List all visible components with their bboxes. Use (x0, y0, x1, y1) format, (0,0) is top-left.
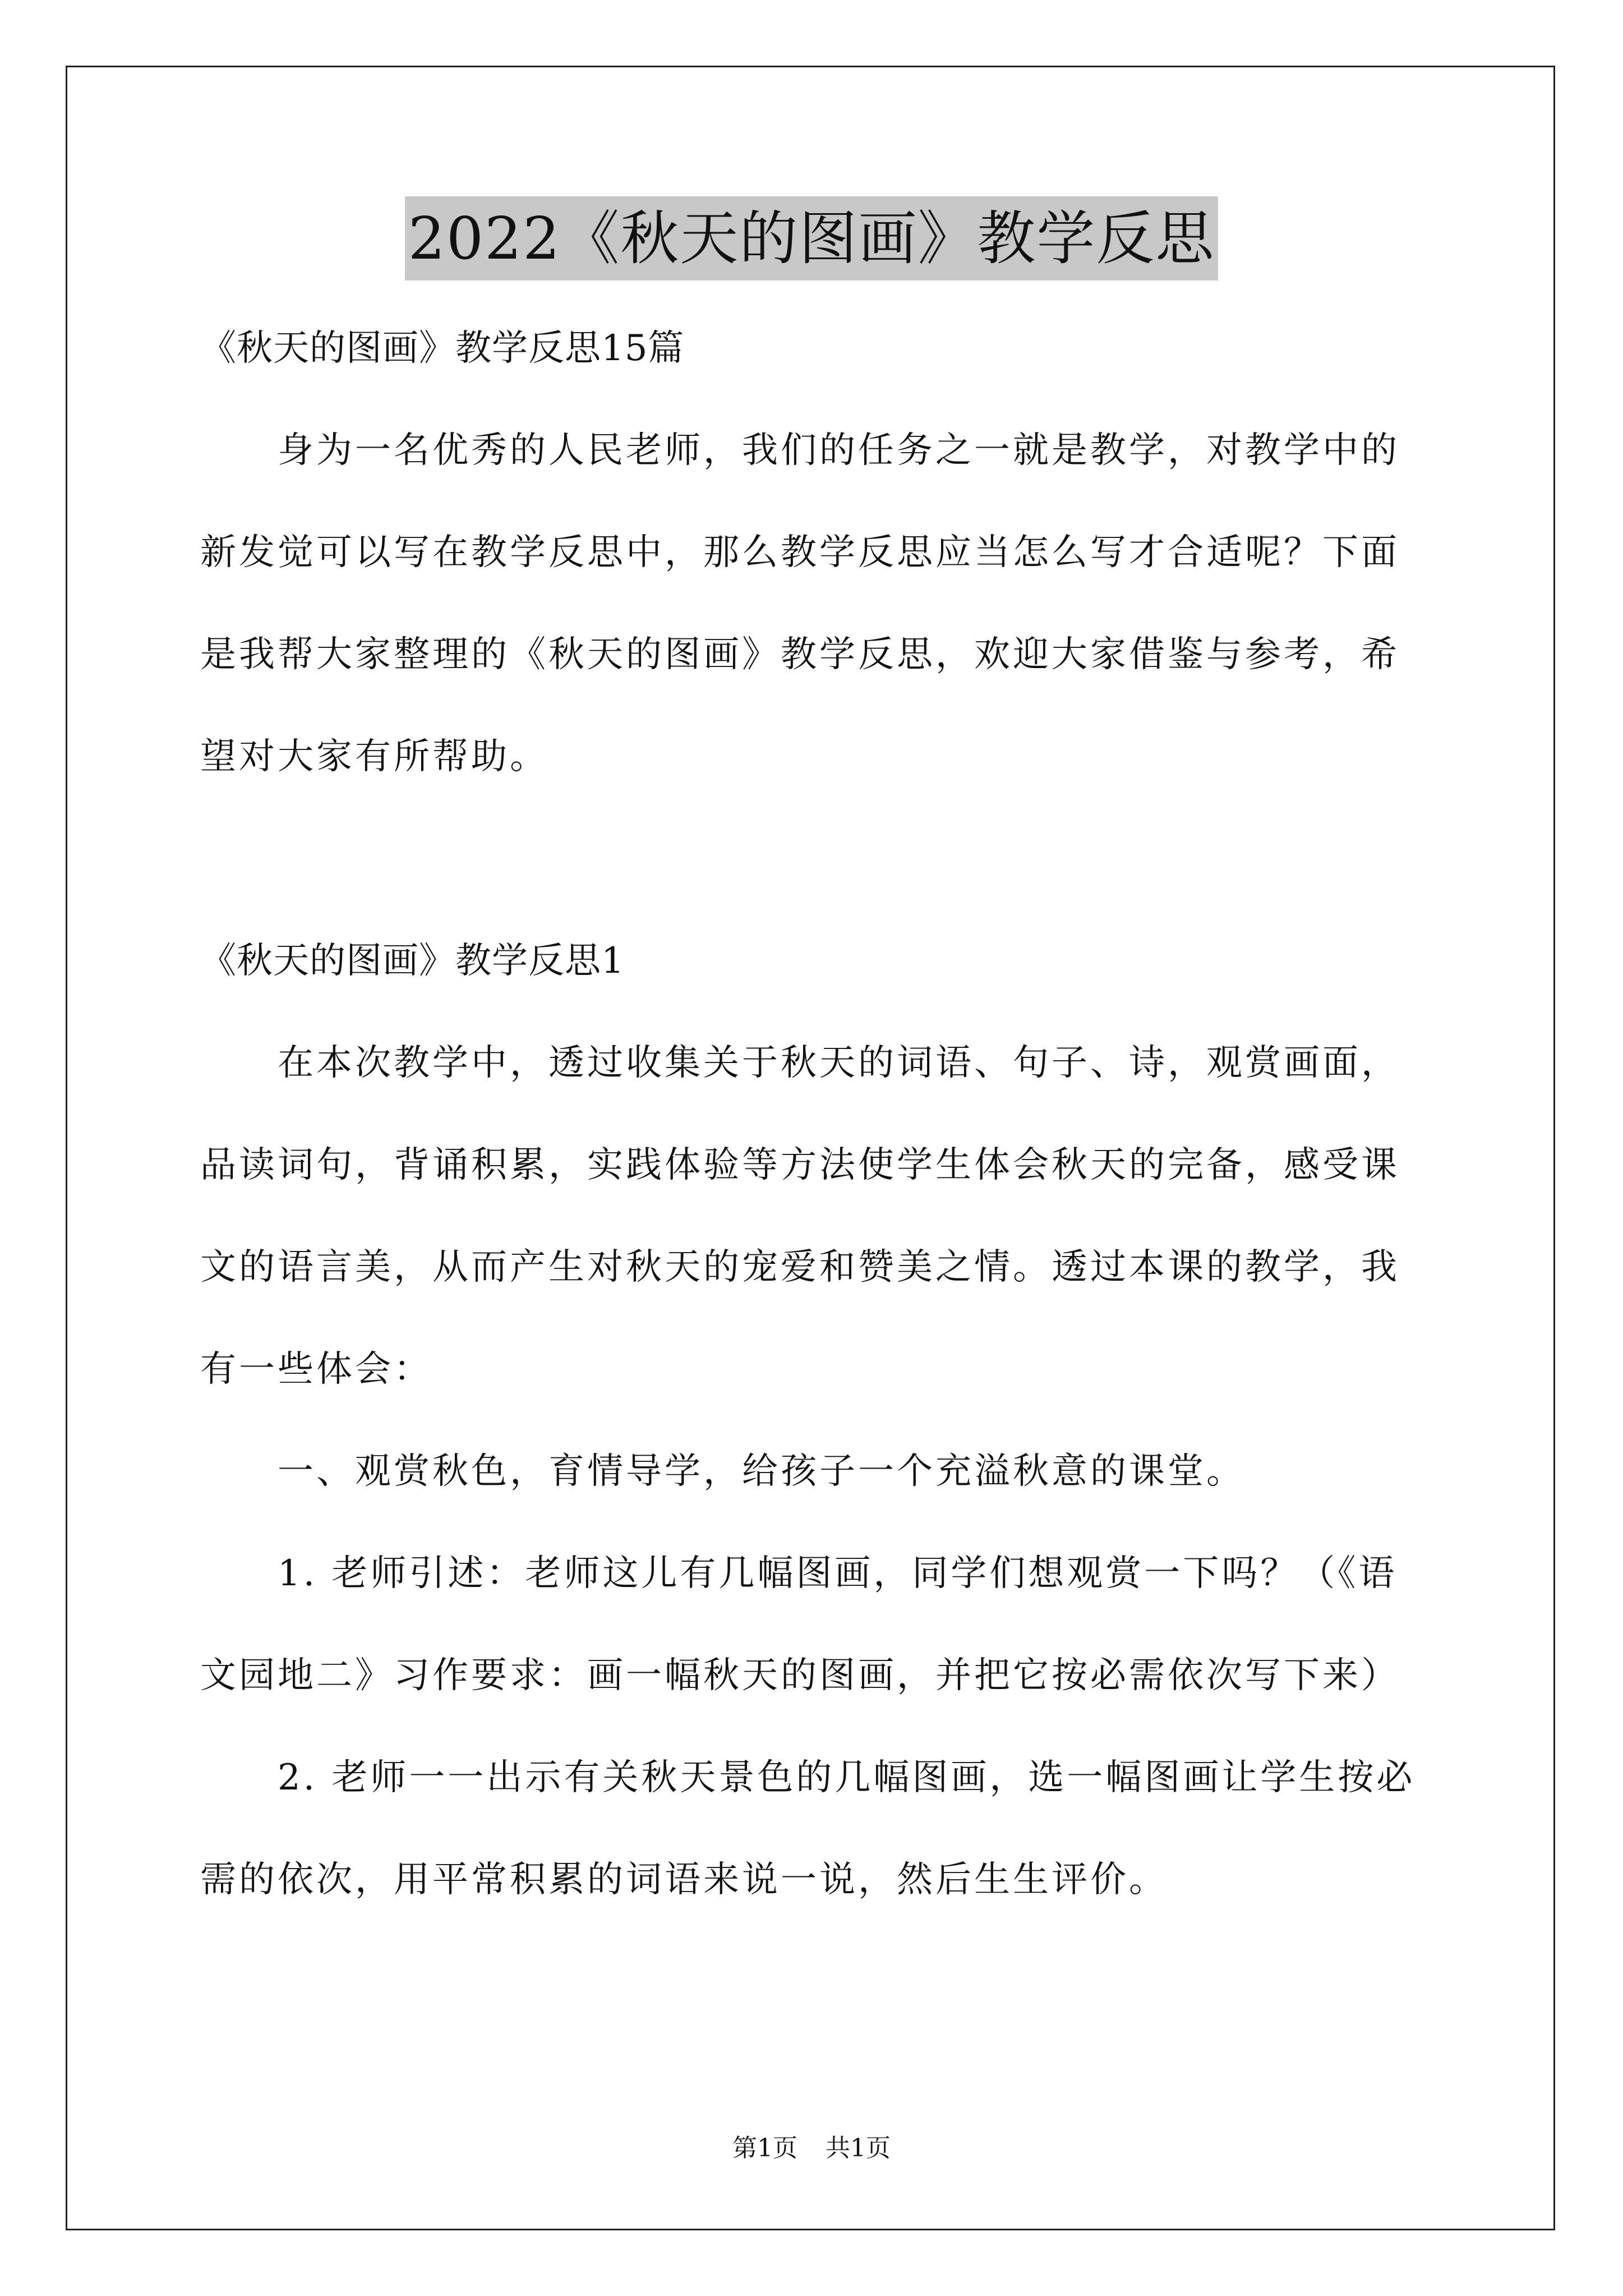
page-total: 共1页 (826, 2134, 891, 2162)
title-container (0, 196, 1623, 280)
page-footer (0, 2132, 1623, 2165)
section-spacer (200, 808, 1428, 910)
page-number: 第1页 (732, 2134, 797, 2162)
body-paragraph: 在本次教学中，透过收集关于秋天的词语、句子、诗，观赏画面，品读词句，背诵积累，实践体验等方法使学生体会秋天的完备，感受课文的语言美，从而产生对秋天的宠爱和赞美之情。透过本课的教学，我有一些体会： (200, 1042, 1400, 1390)
body-paragraph: 1. 老师引述：老师这儿有几幅图画，同学们想观赏一下吗？（《语文园地二》习作要求：画一幅秋天的图画，并把它按必需依次写下来） (200, 1553, 1400, 1696)
document-body (200, 297, 1428, 1931)
body-paragraph: 一、观赏秋色，育情导学，给孩子一个充溢秋意的课堂。 (278, 1451, 1245, 1492)
body-paragraph: 2. 老师一一出示有关秋天景色的几幅图画，选一幅图画让学生按必需的依次，用平常积累的词语来说一说，然后生生评价。 (200, 1757, 1415, 1901)
document-title: 2022《秋天的图画》教学反思 (405, 196, 1219, 280)
intro-paragraph: 身为一名优秀的人民老师，我们的任务之一就是教学，对教学中的新发觉可以写在教学反思中，那么教学反思应当怎么写才合适呢？下面是我帮大家整理的《秋天的图画》教学反思，欢迎大家借鉴与参考，希望对大家有所帮助。 (200, 430, 1400, 777)
section-heading: 《秋天的图画》教学反思1 (200, 940, 625, 982)
subtitle: 《秋天的图画》教学反思15篇 (200, 328, 685, 369)
